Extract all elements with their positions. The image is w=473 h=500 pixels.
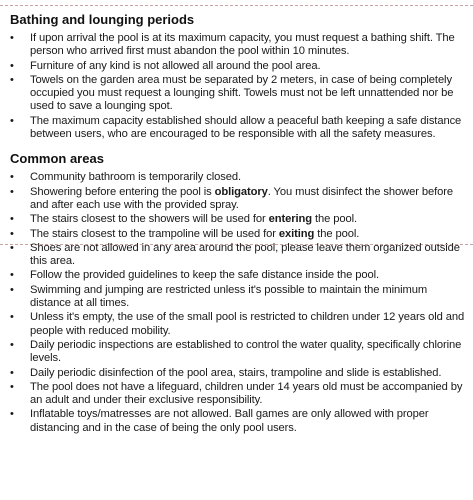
bullet-icon: • <box>10 213 14 226</box>
bullet-icon: • <box>10 185 14 198</box>
item-text: the pool. <box>314 227 360 240</box>
bullet-icon: • <box>10 380 14 393</box>
list-item <box>0 115 473 142</box>
list-item <box>0 339 473 366</box>
item-text: Daily periodic inspections are established to control the water quality, specifically chlorine levels. <box>30 338 462 365</box>
item-text: Towels on the garden area must be separated by 2 meters, in case of being completely occupied you must request a lounging shift. Towels must not be left unnattended nor be used to save a lounging spot. <box>30 73 454 113</box>
item-text: Daily periodic disinfection of the pool area, stairs, trampoline and slide is established. <box>30 366 442 379</box>
item-text: Furniture of any kind is not allowed all around the pool area. <box>30 59 321 72</box>
item-text: The stairs closest to the trampoline will be used for <box>30 227 279 240</box>
section-title-common-areas: Common areas <box>10 151 104 167</box>
document-page <box>0 12 473 436</box>
top-dashed-divider <box>0 5 473 6</box>
bullet-icon: • <box>10 59 14 72</box>
list-item <box>0 213 473 226</box>
section-title-bathing: Bathing and lounging periods <box>10 12 195 27</box>
bullet-icon: • <box>10 269 14 282</box>
bullet-icon: • <box>10 408 14 421</box>
item-text: The pool does not have a lifeguard, children under 14 years old must be accompanied by an adult and under their exclusive responsibility. <box>30 380 463 407</box>
item-text: Swimming and jumping are restricted unless it's possible to maintain the minimum distance at all times. <box>30 283 428 310</box>
bullet-icon: • <box>10 227 14 240</box>
emphasized-text: obligatory <box>214 185 268 198</box>
list-item <box>0 60 473 73</box>
list-item <box>0 242 473 269</box>
bullet-icon: • <box>10 283 14 296</box>
list-item <box>0 284 473 311</box>
item-text: Inflatable toys/matresses are not allowed. Ball games are only allowed with proper distancing and in the case of being the only pool users. <box>30 408 429 434</box>
list-item <box>0 186 473 213</box>
item-text: Follow the provided guidelines to keep the safe distance inside the pool. <box>30 269 380 282</box>
item-text: Showering before entering the pool is <box>30 185 215 198</box>
bullet-icon: • <box>10 73 14 86</box>
list-item <box>0 381 473 408</box>
item-text: Unless it's empty, the use of the small pool is restricted to children under 12 years old and people with reduced mobility. <box>30 311 465 337</box>
list-item <box>0 32 473 59</box>
item-text: Community bathroom is temporarily closed. <box>30 171 242 184</box>
emphasized-text: exiting <box>278 227 315 240</box>
item-text: The maximum capacity established should allow a peaceful bath keeping a safe distance between users, who are encouraged to be responsible with all the safety measures. <box>30 114 462 141</box>
bullet-icon: • <box>10 338 14 351</box>
bullet-icon: • <box>10 171 14 184</box>
list-item <box>0 228 473 241</box>
list-item <box>0 74 473 114</box>
bullet-icon: • <box>10 32 14 44</box>
item-text: Shoes are not allowed in any area around the pool, please leave them organized outside this area. <box>30 241 460 268</box>
list-item <box>0 269 473 282</box>
item-text: the pool. <box>312 213 358 226</box>
item-text: . You must disinfect the shower before and after each use with the provided spray. <box>30 185 453 211</box>
list-item <box>0 171 473 184</box>
common-areas-rules-list <box>0 171 473 435</box>
item-text: The stairs closest to the showers will be used for <box>30 213 269 226</box>
bullet-icon: • <box>10 366 14 379</box>
bathing-rules-list <box>0 32 473 141</box>
bullet-icon: • <box>10 311 14 324</box>
list-item <box>0 367 473 380</box>
bullet-icon: • <box>10 114 14 127</box>
item-text: If upon arrival the pool is at its maximum capacity, you must request a bathing shift. The person who arrived first must abandon the pool within 10 minutes. <box>30 32 455 58</box>
emphasized-text: entering <box>268 213 312 226</box>
list-item <box>0 408 473 435</box>
bullet-icon: • <box>10 241 14 254</box>
list-item <box>0 311 473 338</box>
